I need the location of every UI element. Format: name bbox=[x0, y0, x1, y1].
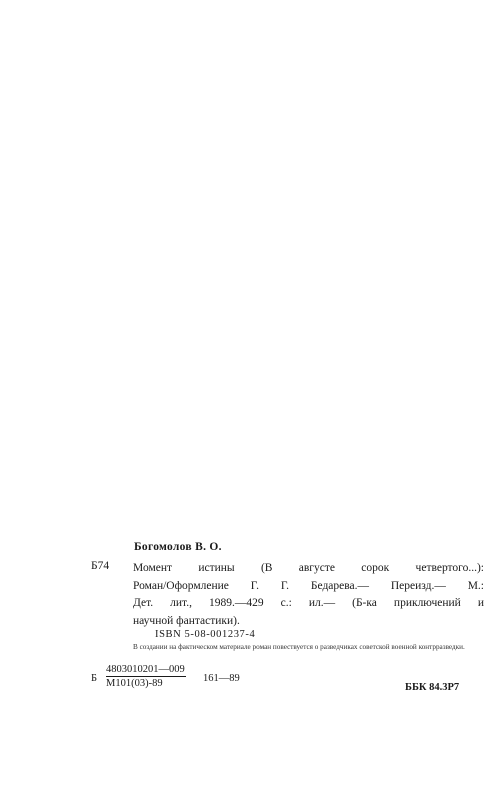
bib-line: Дет. лит., 1989.—429 с.: ил.— (Б-ка приключений и bbox=[133, 597, 484, 609]
code-prefix: Б bbox=[91, 673, 98, 684]
code-denominator: М101(03)-89 bbox=[106, 678, 163, 689]
code-fraction bbox=[106, 664, 186, 689]
author-index: Б74 bbox=[91, 560, 110, 572]
bib-line: Роман/Оформление Г. Г. Бедарева.— Переизд.— М.: bbox=[133, 579, 484, 592]
bib-line: Момент истины (В августе сорок четвертого...): bbox=[133, 562, 484, 574]
code-suffix: 161—89 bbox=[203, 673, 240, 684]
author-name: Богомолов В. О. bbox=[134, 541, 222, 553]
isbn: ISBN 5-08-001237-4 bbox=[155, 629, 256, 640]
bbk-code: ББК 84.3Р7 bbox=[405, 682, 460, 693]
bibliographic-description bbox=[133, 560, 484, 630]
annotation: В создании на фактическом материале роман повествуется о разведчиках советской военной контрразведки. bbox=[133, 643, 465, 651]
code-numerator: 4803010201—009 bbox=[106, 664, 185, 675]
bib-line: научной фантастики). bbox=[133, 614, 240, 627]
